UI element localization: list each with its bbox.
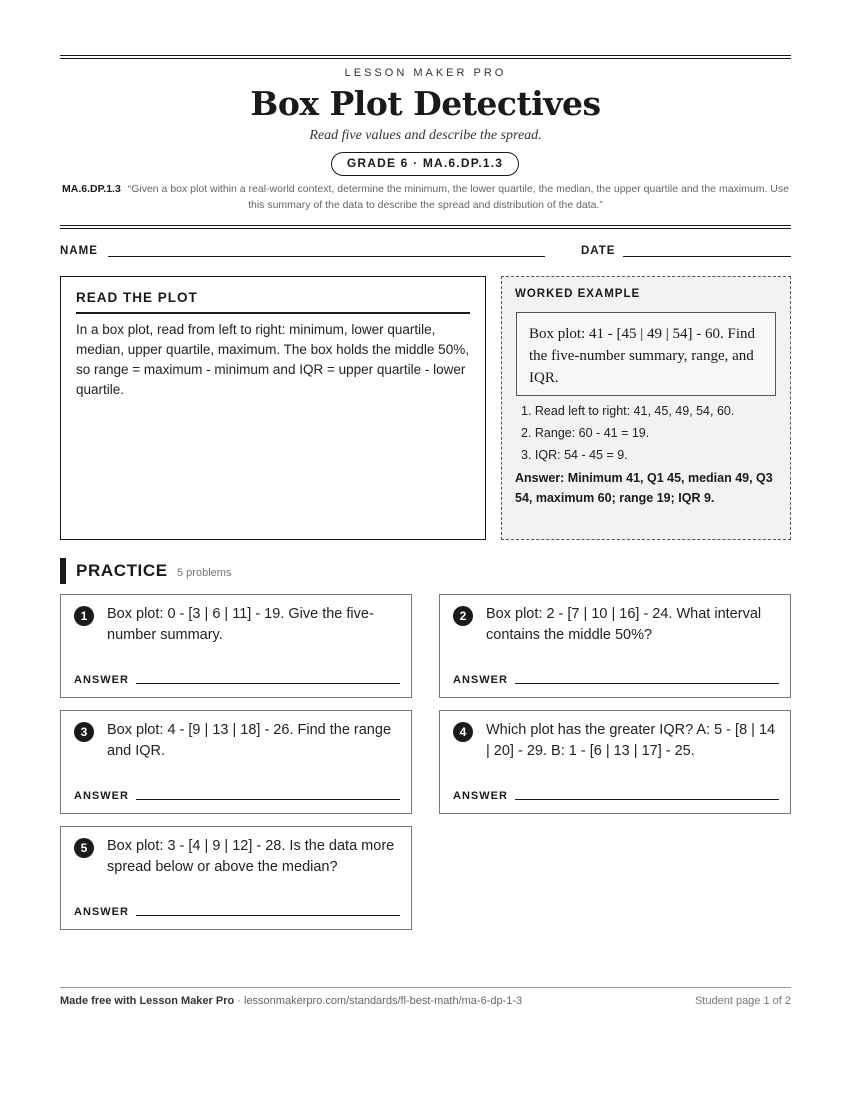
answer-field[interactable]: [515, 799, 779, 800]
answer-field[interactable]: [136, 683, 400, 684]
problem-number-badge: 5: [74, 838, 94, 858]
date-label: DATE: [581, 245, 616, 257]
worked-example-step: 1. Read left to right: 41, 45, 49, 54, 60.: [521, 404, 735, 418]
answer-label: ANSWER: [453, 790, 508, 802]
worked-example-panel: [501, 276, 791, 540]
footer-separator: ·: [234, 995, 244, 1007]
footer-made-with: Made free with Lesson Maker Pro: [60, 995, 235, 1007]
practice-card-1: [60, 594, 412, 698]
top-rule: [60, 55, 791, 56]
name-label: NAME: [60, 245, 98, 257]
header-rule-inner: [60, 228, 791, 229]
problem-number-badge: 1: [74, 606, 94, 626]
problem-number-badge: 2: [453, 606, 473, 626]
worked-example-step: 2. Range: 60 - 41 = 19.: [521, 426, 650, 440]
answer-label: ANSWER: [74, 906, 129, 918]
footer-credit: [60, 995, 522, 1007]
answer-field[interactable]: [136, 915, 400, 916]
worked-example-problem: Box plot: 41 - [45 | 49 | 54] - 60. Find the five-number summary, range, and IQR.: [516, 312, 776, 396]
grade-badge: GRADE 6 · MA.6.DP.1.3: [331, 152, 519, 176]
practice-accent-bar: [60, 558, 66, 584]
problem-number-badge: 4: [453, 722, 473, 742]
worked-example-steps: [521, 400, 781, 466]
practice-card-3: [60, 710, 412, 814]
answer-label: ANSWER: [74, 790, 129, 802]
problem-text: Which plot has the greater IQR? A: 5 - [8 | 14 | 20] - 29. B: 1 - [6 | 13 | 17] - 25.: [486, 722, 776, 759]
footer-page-number: Student page 1 of 2: [694, 995, 791, 1007]
answer-field[interactable]: [515, 683, 779, 684]
read-the-plot-rule: [76, 312, 470, 314]
date-field[interactable]: [623, 256, 791, 257]
worked-example-title: WORKED EXAMPLE: [515, 288, 641, 300]
worksheet-page: [60, 0, 791, 1100]
practice-card-2: [439, 594, 791, 698]
problem-text: Box plot: 2 - [7 | 10 | 16] - 24. What interval contains the middle 50%?: [486, 606, 762, 643]
standard-text: “Given a box plot within a real-world context, determine the minimum, the lower quartile, the median, the upper quartile and the maximum. Use this summary of the data to describe the spread and distribution of the data.”: [127, 183, 789, 211]
answer-label: ANSWER: [453, 674, 508, 686]
practice-card-4: [439, 710, 791, 814]
footer-rule: [60, 987, 791, 988]
problem-text: Box plot: 0 - [3 | 6 | 11] - 19. Give the five-number summary.: [107, 606, 374, 643]
problem-text: Box plot: 3 - [4 | 9 | 12] - 28. Is the data more spread below or above the median?: [107, 838, 395, 875]
answer-field[interactable]: [136, 799, 400, 800]
answer-label: ANSWER: [74, 674, 129, 686]
practice-count: 5 problems: [177, 567, 232, 579]
worked-example-step: 3. IQR: 54 - 45 = 9.: [521, 448, 628, 462]
problem-text: Box plot: 4 - [9 | 13 | 18] - 26. Find the range and IQR.: [107, 722, 392, 759]
standard-code: MA.6.DP.1.3: [62, 183, 121, 195]
problem-number-badge: 3: [74, 722, 94, 742]
read-the-plot-panel: [60, 276, 486, 540]
top-rule-inner: [60, 58, 791, 59]
worked-example-answer: Answer: Minimum 41, Q1 45, median 49, Q3 54, maximum 60; range 19; IQR 9.: [515, 471, 773, 505]
name-field[interactable]: [108, 256, 545, 257]
practice-card-5: [60, 826, 412, 930]
standard-description: [60, 181, 791, 213]
footer-url[interactable]: lessonmakerpro.com/standards/fl-best-math/ma-6-dp-1-3: [244, 995, 523, 1007]
name-date-row: [60, 245, 791, 261]
read-the-plot-title: READ THE PLOT: [76, 290, 198, 305]
brand-label: LESSON MAKER PRO: [344, 67, 507, 79]
practice-title: PRACTICE: [76, 561, 168, 580]
page-subtitle: Read five values and describe the spread.: [309, 128, 542, 143]
page-title: Box Plot Detectives: [250, 84, 601, 123]
read-the-plot-body: In a box plot, read from left to right: minimum, lower quartile, median, upper quartile, maximum. The box holds the middle 50%, so range = maximum - minimum and IQR = upper quartile - lower quartile.: [76, 322, 469, 397]
header-rule: [60, 225, 791, 226]
